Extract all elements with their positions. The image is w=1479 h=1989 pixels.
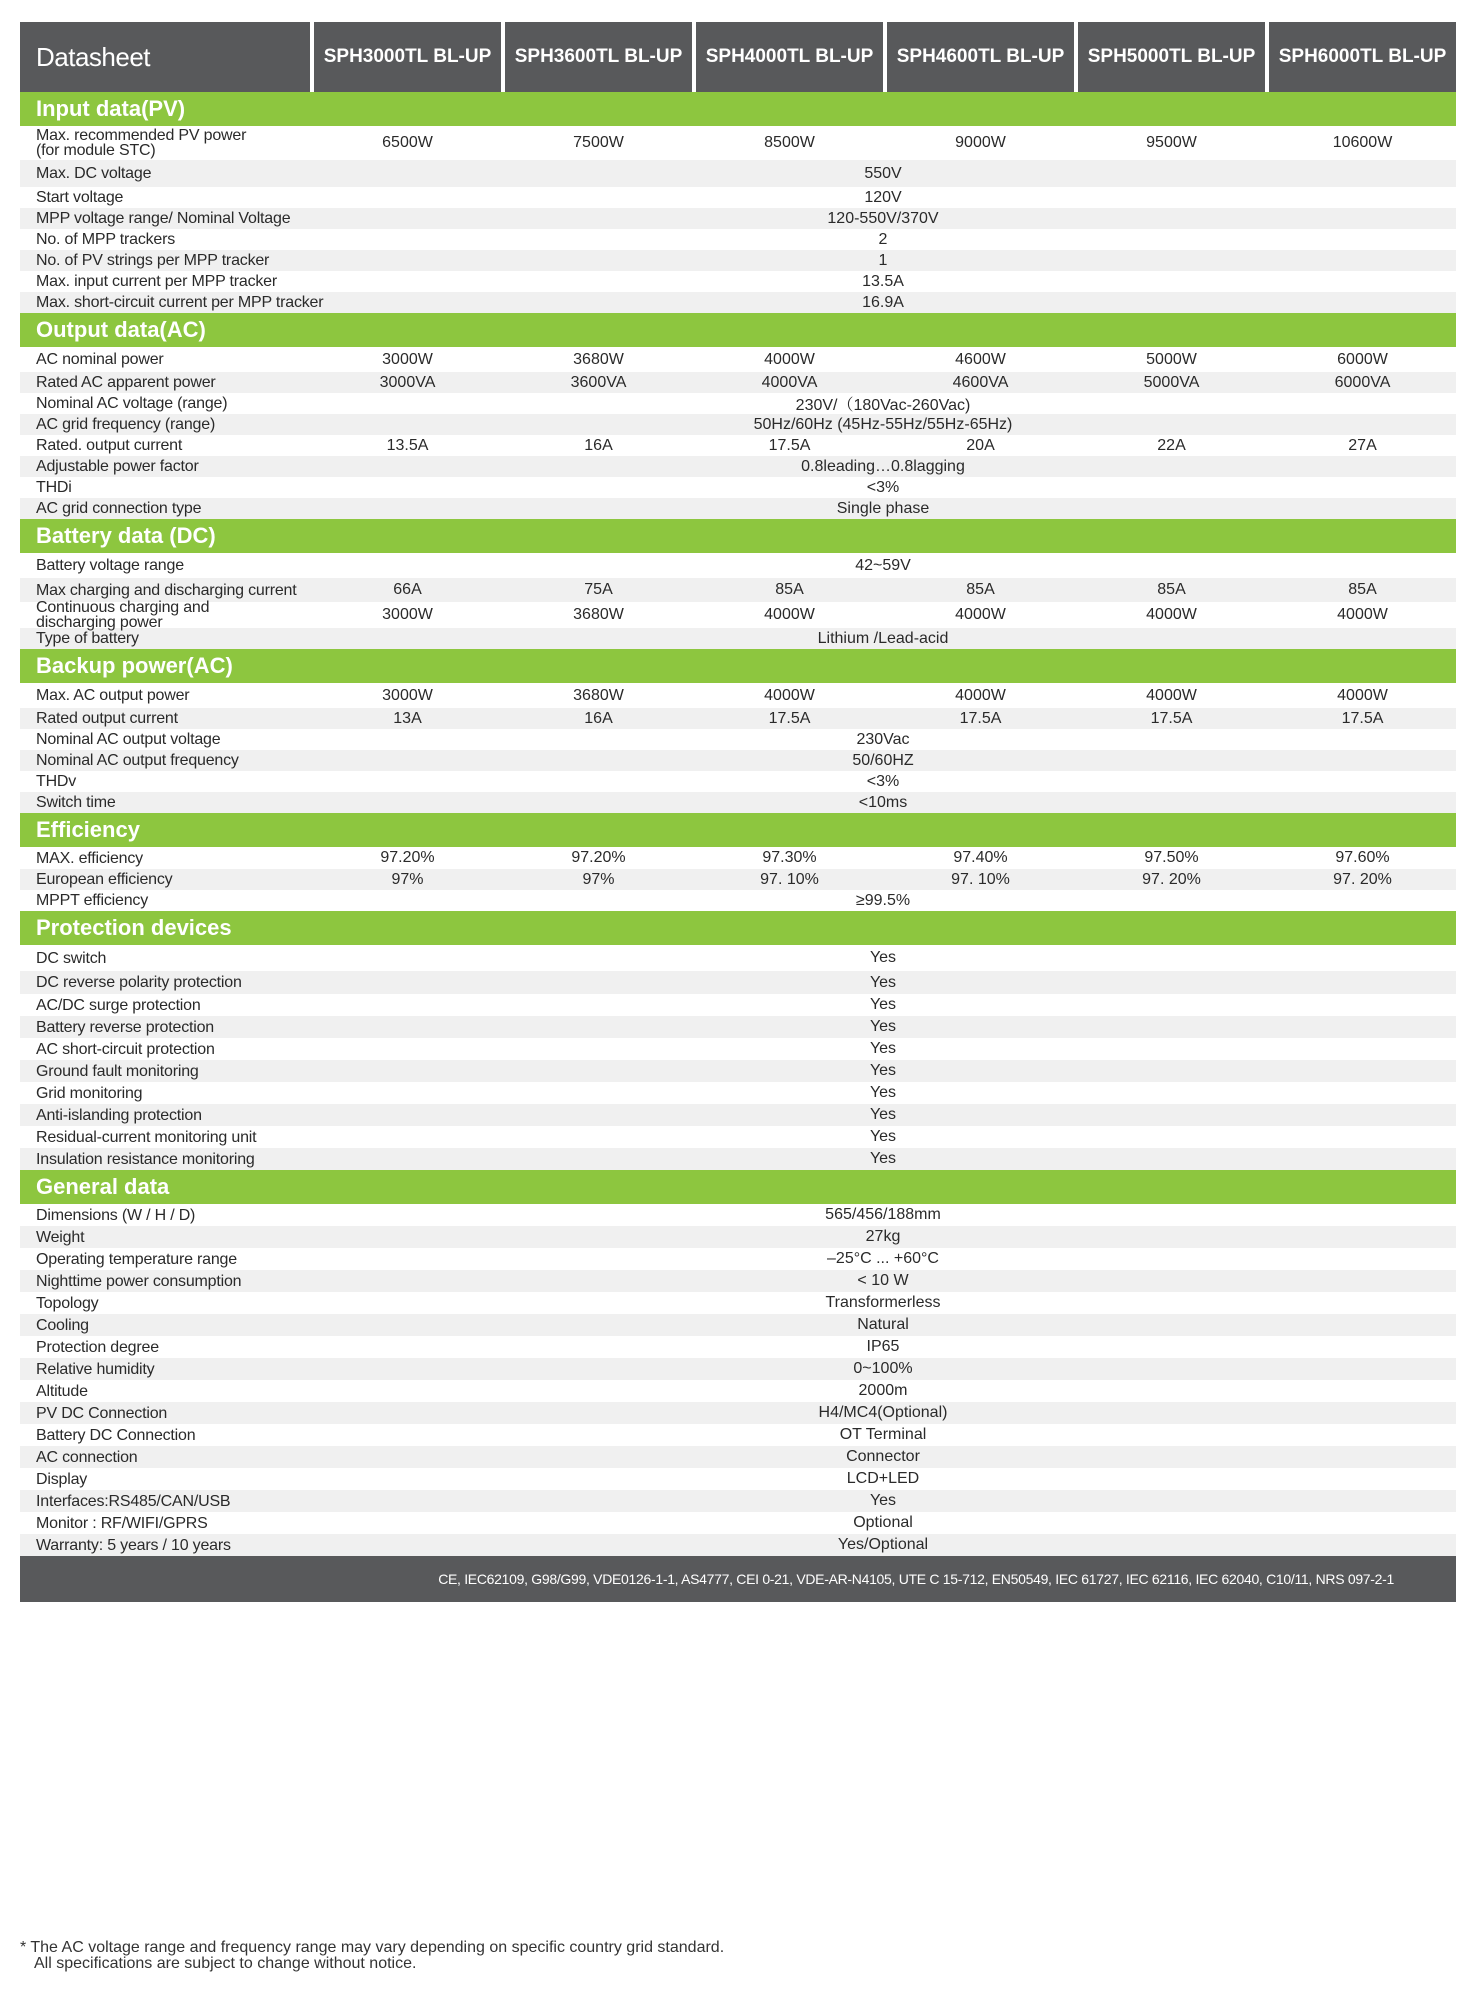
cell-value-merged: < 10 W (857, 1272, 909, 1289)
row-label: Rated output current (36, 710, 178, 727)
cell-value-merged: 230Vac (856, 730, 910, 748)
section-rows (20, 126, 1456, 313)
row-label: Anti-islanding protection (36, 1106, 202, 1124)
row-label: AC grid connection type (36, 500, 202, 517)
cell-value: 4600W (955, 350, 1006, 368)
cell-value-merged: Yes/Optional (837, 1536, 929, 1553)
row-label: Battery voltage range (36, 557, 184, 574)
cell-value-merged: Yes (869, 949, 897, 966)
row-label: Ground fault monitoring (36, 1062, 199, 1080)
cell-value: 9500W (1146, 134, 1197, 151)
cell-value: 97.50% (1144, 849, 1199, 866)
cell-value-merged: Yes (869, 1040, 897, 1057)
cell-value-merged: 27kg (865, 1228, 901, 1245)
cell-value: 3600VA (570, 373, 627, 391)
cell-value-merged: 42~59V (855, 556, 911, 574)
section-header: Efficiency (20, 813, 1456, 847)
cell-value: 6000VA (1334, 373, 1391, 391)
cell-value: 85A (966, 581, 995, 598)
cell-value: 85A (775, 581, 804, 598)
cell-value-merged: –25°C ... +60°C (827, 1250, 939, 1267)
model-header: SPH5000TL BL-UP (1078, 22, 1265, 92)
row-label: Max. input current per MPP tracker (36, 273, 277, 290)
cell-value: 97. 10% (760, 870, 819, 888)
cell-value: 3680W (573, 350, 624, 368)
section-rows (20, 683, 1456, 813)
cell-value: 20A (966, 436, 995, 454)
cell-value: 97. 10% (951, 870, 1010, 888)
row-label: Battery reverse protection (36, 1018, 214, 1036)
cell-value: 4000VA (761, 373, 818, 391)
table-row (20, 771, 1456, 792)
table-row (20, 1148, 1456, 1170)
table-row (20, 208, 1456, 229)
cell-value-merged: Yes (869, 1106, 897, 1123)
section-rows (20, 553, 1456, 649)
cell-value-merged: Yes (869, 1492, 897, 1509)
table-row (20, 628, 1456, 649)
cell-value: 17.5A (768, 709, 811, 727)
row-label: MAX. efficiency (36, 849, 143, 867)
cell-value: 17.5A (1150, 709, 1193, 727)
cell-value-merged: H4/MC4(Optional) (818, 1404, 948, 1421)
cell-value-merged: Yes (869, 1150, 897, 1167)
cell-value: 4000W (764, 606, 815, 623)
row-label: Continuous charging and discharging power (36, 599, 210, 631)
table-row (20, 1512, 1456, 1534)
section-header: Backup power(AC) (20, 649, 1456, 683)
row-label: THDv (36, 773, 77, 790)
table-row (20, 847, 1456, 869)
cell-value: 8500W (764, 134, 815, 151)
cell-value-merged: ≥99.5% (855, 891, 911, 909)
row-label: AC grid frequency (range) (36, 416, 216, 433)
table-row (20, 1534, 1456, 1556)
cell-value: 4000W (1146, 606, 1197, 623)
cell-value-merged: 120V (864, 188, 902, 206)
row-label: Max. AC output power (36, 687, 190, 704)
cell-value: 27A (1348, 436, 1377, 454)
cell-value: 97.20% (571, 849, 626, 866)
cell-value-merged: Natural (857, 1316, 909, 1333)
footnotes (20, 1940, 724, 1972)
row-label: AC/DC surge protection (36, 996, 201, 1014)
cell-value-merged: 50Hz/60Hz (45Hz-55Hz/55Hz-65Hz) (753, 415, 1013, 433)
cell-value: 97% (391, 870, 424, 888)
table-header (20, 22, 1456, 92)
section-header: Battery data (DC) (20, 519, 1456, 553)
table-row (20, 1292, 1456, 1314)
cell-value: 3680W (573, 606, 624, 623)
row-label: European efficiency (36, 871, 173, 888)
cell-value-merged: OT Terminal (839, 1426, 927, 1443)
row-label: AC nominal power (36, 351, 164, 368)
section-header: Input data(PV) (20, 92, 1456, 126)
cell-value: 4000W (1146, 686, 1197, 704)
row-label: MPP voltage range/ Nominal Voltage (36, 210, 291, 227)
cell-value-merged: Single phase (836, 499, 930, 517)
cell-value: 13A (393, 709, 422, 727)
cell-value: 97.60% (1335, 849, 1390, 866)
cell-value: 3680W (573, 686, 624, 704)
row-label: THDi (36, 479, 72, 496)
cell-value: 75A (584, 581, 613, 598)
row-label: Max charging and discharging current (36, 581, 297, 599)
cell-value-merged: 13.5A (862, 272, 904, 290)
row-label: Weight (36, 1228, 85, 1246)
row-label: Nominal AC output frequency (36, 752, 239, 769)
cell-value: 13.5A (386, 436, 429, 454)
row-label: Dimensions (W / H / D) (36, 1206, 196, 1224)
model-header: SPH3600TL BL-UP (505, 22, 692, 92)
table-row (20, 1248, 1456, 1270)
row-label: MPPT efficiency (36, 892, 149, 909)
cell-value-merged: Connector (846, 1448, 920, 1465)
row-label: Residual-current monitoring unit (36, 1128, 257, 1146)
cell-value-merged: Transformerless (825, 1294, 941, 1311)
section-rows (20, 847, 1456, 911)
cell-value: 97.30% (762, 849, 817, 866)
table-row (20, 1226, 1456, 1248)
row-label: Operating temperature range (36, 1250, 237, 1268)
table-row (20, 1336, 1456, 1358)
table-row (20, 1402, 1456, 1424)
cell-value: 97. 20% (1333, 870, 1392, 888)
cell-value: 97.40% (953, 849, 1008, 866)
cell-value: 3000W (382, 350, 433, 368)
table-row (20, 126, 1456, 160)
row-label: Nominal AC output voltage (36, 731, 221, 748)
cell-value: 4000W (955, 686, 1006, 704)
row-label: Rated. output current (36, 437, 183, 454)
cell-value-merged: 16.9A (862, 293, 904, 311)
row-label: Switch time (36, 794, 116, 811)
cell-value-merged: Yes (869, 1084, 897, 1101)
cell-value: 4000W (764, 686, 815, 704)
row-label: Protection degree (36, 1338, 159, 1356)
table-row (20, 292, 1456, 313)
table-row (20, 599, 1456, 631)
row-label: Interfaces:RS485/CAN/USB (36, 1492, 231, 1510)
table-row (20, 1358, 1456, 1380)
certifications-bar: CE, IEC62109, G98/G99, VDE0126-1-1, AS4777, CEI 0-21, VDE-AR-N4105, UTE C 15-712, EN50549, IEC 61727, IEC 62116, IEC 62040, C10/11, NRS 097-2-1 (20, 1556, 1456, 1602)
model-header: SPH6000TL BL-UP (1269, 22, 1456, 92)
cell-value-merged: <10ms (858, 793, 908, 811)
cell-value-merged: 550V (864, 164, 902, 182)
row-label: Topology (36, 1294, 99, 1312)
cell-value: 16A (584, 709, 613, 727)
cell-value: 5000W (1146, 350, 1197, 368)
cell-value: 4000W (764, 350, 815, 368)
table-row (20, 229, 1456, 250)
row-label: Relative humidity (36, 1360, 155, 1378)
table-row (20, 1104, 1456, 1126)
table-row (20, 1016, 1456, 1038)
row-label: Max. recommended PV power (for module STC) (36, 127, 247, 159)
cell-value: 5000VA (1143, 373, 1200, 391)
cell-value-merged: 2 (878, 230, 888, 248)
table-row (20, 553, 1456, 578)
row-label: Adjustable power factor (36, 458, 199, 475)
cell-value: 97. 20% (1142, 870, 1201, 888)
cell-value: 66A (393, 581, 422, 598)
table-row (20, 1082, 1456, 1104)
row-label: AC short-circuit protection (36, 1040, 215, 1058)
cell-value-merged: 230V/（180Vac-260Vac) (795, 397, 971, 414)
cell-value-merged: 120-550V/370V (827, 209, 939, 227)
table-row (20, 1424, 1456, 1446)
table-row (20, 729, 1456, 750)
row-label: Nominal AC voltage (range) (36, 395, 228, 412)
table-row (20, 708, 1456, 729)
cell-value: 17.5A (1341, 709, 1384, 727)
table-row (20, 869, 1456, 890)
table-row (20, 683, 1456, 708)
table-row (20, 971, 1456, 994)
table-row (20, 456, 1456, 477)
cell-value: 6000W (1337, 350, 1388, 368)
row-label: DC switch (36, 949, 107, 967)
section-header: Output data(AC) (20, 313, 1456, 347)
cell-value: 97.20% (380, 849, 435, 866)
row-label: AC connection (36, 1448, 138, 1466)
table-row (20, 750, 1456, 771)
table-row (20, 792, 1456, 813)
table-row (20, 994, 1456, 1016)
cell-value: 3000VA (379, 373, 436, 391)
table-row (20, 890, 1456, 911)
table-row (20, 1446, 1456, 1468)
footnote-specs-change: All specifications are subject to change without notice. (34, 1955, 417, 1972)
cell-value-merged: 2000m (858, 1382, 908, 1399)
row-label: Grid monitoring (36, 1084, 143, 1102)
datasheet-table (20, 22, 1456, 1602)
row-label: Nighttime power consumption (36, 1272, 242, 1290)
table-row (20, 347, 1456, 372)
row-label: Insulation resistance monitoring (36, 1150, 255, 1168)
cell-value: 17.5A (959, 709, 1002, 727)
row-label: Max. DC voltage (36, 165, 152, 182)
model-header: SPH4000TL BL-UP (696, 22, 883, 92)
cell-value: 3000W (382, 606, 433, 623)
row-label: Battery DC Connection (36, 1426, 196, 1444)
table-row (20, 1490, 1456, 1512)
row-label: DC reverse polarity protection (36, 974, 242, 991)
cell-value: 97% (582, 870, 615, 888)
table-row (20, 1468, 1456, 1490)
table-row (20, 578, 1456, 602)
row-label: Altitude (36, 1382, 88, 1400)
cell-value-merged: Yes (869, 1062, 897, 1079)
row-label: Warranty: 5 years / 10 years (36, 1536, 231, 1554)
cell-value: 85A (1348, 581, 1377, 598)
table-row (20, 435, 1456, 456)
cell-value: 7500W (573, 134, 624, 151)
cell-value: 16A (584, 436, 613, 454)
cell-value: 4600VA (952, 373, 1009, 391)
table-row (20, 393, 1456, 414)
cell-value-merged: Yes (869, 1128, 897, 1145)
row-label: Start voltage (36, 189, 124, 206)
cell-value-merged: <3% (866, 478, 900, 496)
cell-value: 4000W (955, 606, 1006, 623)
cell-value: 4000W (1337, 686, 1388, 704)
row-label: No. of MPP trackers (36, 231, 176, 248)
table-row (20, 477, 1456, 498)
cell-value-merged: 1 (878, 251, 888, 269)
row-label: Max. short-circuit current per MPP tracker (36, 294, 324, 311)
section-rows (20, 1204, 1456, 1556)
row-label: No. of PV strings per MPP tracker (36, 252, 270, 269)
table-body (20, 92, 1456, 1556)
table-row (20, 372, 1456, 393)
cell-value-merged: 0~100% (853, 1360, 913, 1377)
cell-value-merged: 565/456/188mm (825, 1206, 941, 1223)
datasheet-title: Datasheet (20, 22, 310, 92)
cell-value-merged: Optional (853, 1514, 913, 1531)
cell-value: 17.5A (768, 436, 811, 454)
table-row (20, 1204, 1456, 1226)
section-rows (20, 347, 1456, 519)
cell-value: 6500W (382, 134, 433, 151)
row-label: Display (36, 1470, 88, 1488)
cell-value-merged: Yes (869, 973, 897, 991)
cell-value-merged: <3% (866, 772, 900, 790)
cell-value-merged: LCD+LED (846, 1470, 920, 1487)
table-row (20, 160, 1456, 187)
table-row (20, 187, 1456, 208)
row-label: Monitor : RF/WIFI/GPRS (36, 1514, 208, 1532)
cell-value-merged: IP65 (866, 1338, 900, 1355)
section-rows (20, 945, 1456, 1170)
section-header: General data (20, 1170, 1456, 1204)
row-label: Type of battery (36, 630, 139, 647)
cell-value: 22A (1157, 436, 1186, 454)
table-row (20, 1270, 1456, 1292)
cell-value-merged: Yes (869, 1018, 897, 1035)
table-row (20, 250, 1456, 271)
cell-value: 4000W (1337, 606, 1388, 623)
model-header: SPH4600TL BL-UP (887, 22, 1074, 92)
cell-value: 3000W (382, 686, 433, 704)
table-row (20, 1126, 1456, 1148)
table-row (20, 414, 1456, 435)
section-header: Protection devices (20, 911, 1456, 945)
table-row (20, 498, 1456, 519)
cell-value-merged: Lithium /Lead-acid (817, 629, 949, 647)
table-row (20, 945, 1456, 971)
table-row (20, 1038, 1456, 1060)
cell-value-merged: 0.8leading…0.8lagging (801, 457, 965, 475)
footnote-grid-standard: * The AC voltage range and frequency range may vary depending on specific country grid standard. (20, 1939, 725, 1956)
cell-value: 9000W (955, 134, 1006, 151)
table-row (20, 271, 1456, 292)
cell-value: 10600W (1332, 134, 1393, 151)
cell-value-merged: Yes (869, 996, 897, 1013)
table-row (20, 1314, 1456, 1336)
row-label: PV DC Connection (36, 1404, 168, 1422)
model-header: SPH3000TL BL-UP (314, 22, 501, 92)
table-row (20, 1060, 1456, 1082)
cell-value: 85A (1157, 581, 1186, 598)
table-row (20, 1380, 1456, 1402)
row-label: Cooling (36, 1316, 89, 1334)
cell-value-merged: 50/60HZ (852, 751, 914, 769)
row-label: Rated AC apparent power (36, 374, 216, 391)
